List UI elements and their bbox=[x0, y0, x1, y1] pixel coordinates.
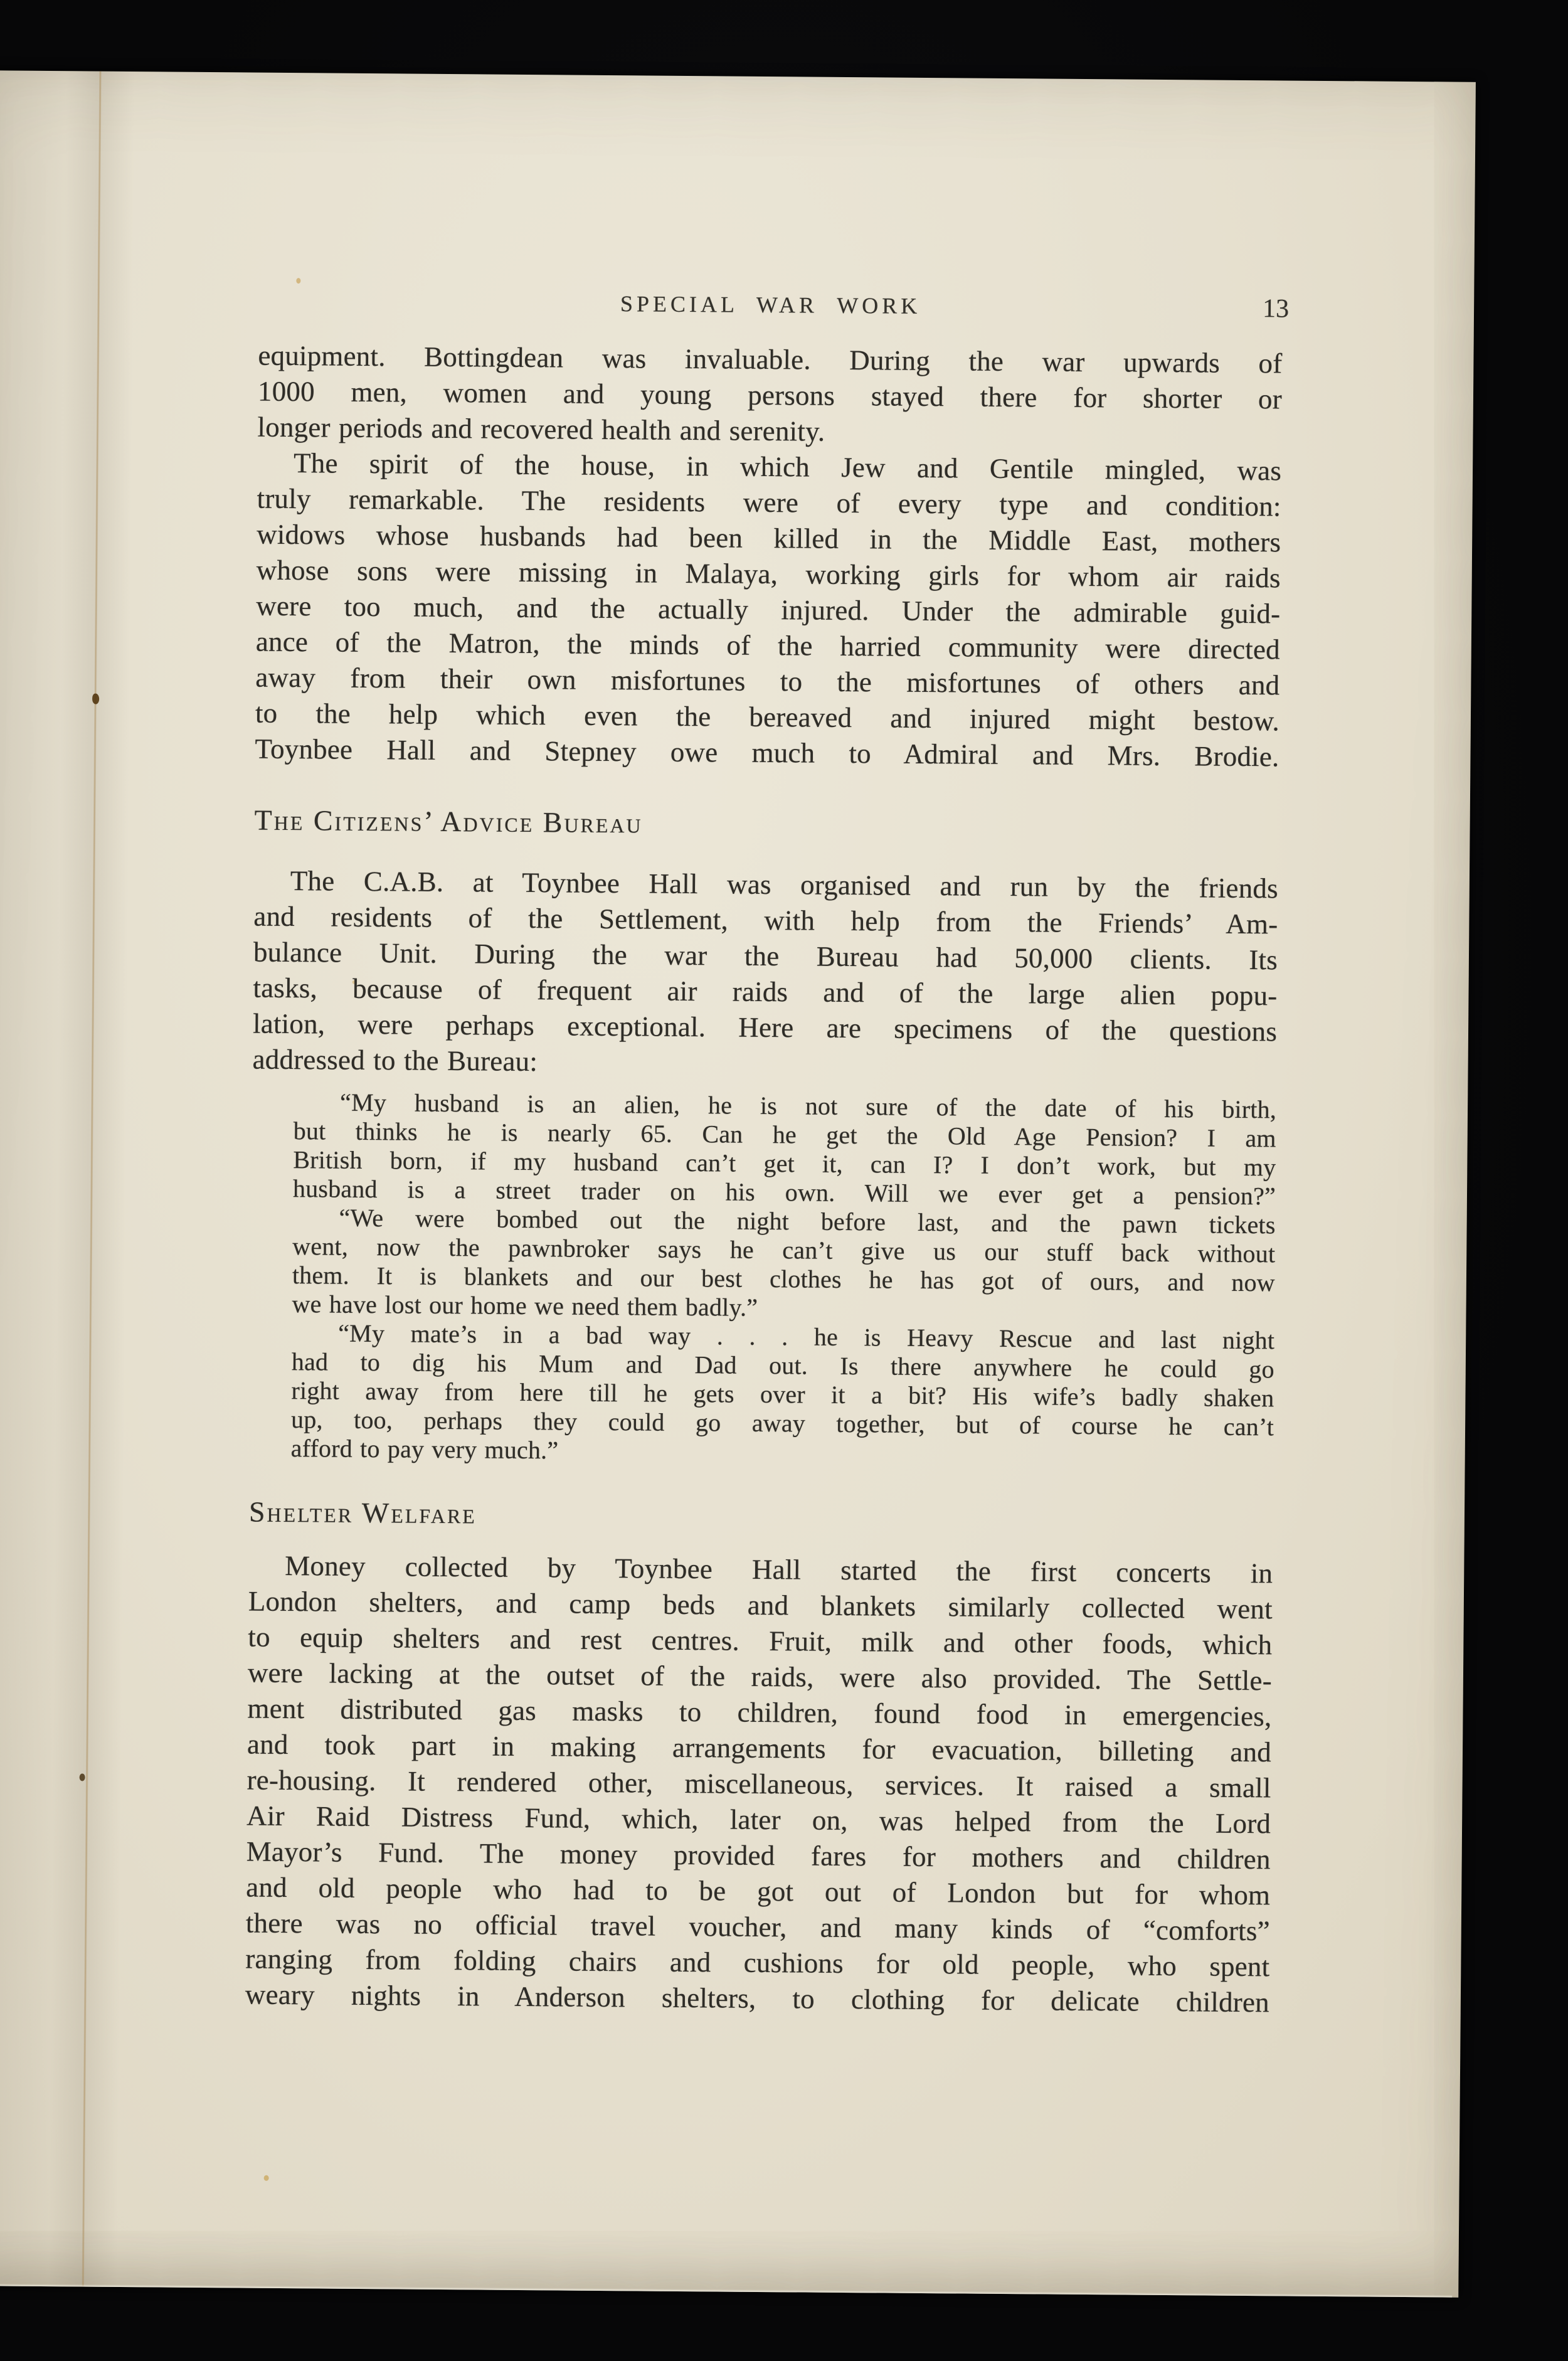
text-line: equipment. Bottingdean was invaluable. During the war upwards of bbox=[258, 339, 1283, 379]
running-header-title: SPECIAL WAR WORK bbox=[620, 291, 921, 319]
paper-speck bbox=[264, 2175, 269, 2181]
text-line: right away from here till he gets over it a bit? His wife’s badly shaken bbox=[291, 1376, 1274, 1413]
paper-speck bbox=[92, 694, 99, 704]
text-line: addressed to the Bureau: bbox=[252, 1043, 538, 1078]
text-line: truly remarkable. The residents were of every type and condition: bbox=[257, 482, 1281, 523]
text-line: “We were bombed out the night before last, and the pawn tickets bbox=[339, 1203, 1276, 1239]
text-line: to equip shelters and rest centres. Fruit, milk and other foods, which bbox=[248, 1621, 1273, 1661]
quote-paragraph bbox=[252, 1088, 1276, 1211]
quote-paragraph bbox=[250, 1318, 1275, 1471]
text-line: whose sons were missing in Malaya, working girls for whom air raids bbox=[256, 554, 1281, 594]
text-line: and residents of the Settlement, with help from the Friends’ Am- bbox=[253, 900, 1278, 940]
text-line: there was no official travel voucher, and many kinds of “comforts” bbox=[245, 1907, 1270, 1947]
text-line: “My husband is an alien, he is not sure of the date of his birth, bbox=[339, 1088, 1277, 1124]
text-line: ranging from folding chairs and cushions for old people, who spent bbox=[245, 1943, 1270, 1983]
gutter-shadow bbox=[0, 70, 179, 2287]
section-heading: The Citizens’ Advice Bureau bbox=[254, 804, 643, 839]
text-line: were too much, and the actually injured. Under the admirable guid- bbox=[256, 590, 1281, 630]
text-line: London shelters, and camp beds and blankets similarly collected went bbox=[248, 1585, 1273, 1625]
text-line: Mayor’s Fund. The money provided fares for mothers and children bbox=[246, 1835, 1271, 1876]
quote-paragraph bbox=[250, 1203, 1275, 1327]
text-line: 1000 men, women and young persons stayed there for shorter or bbox=[257, 375, 1283, 415]
text-line: to the help which even the bereaved and injured might bestow. bbox=[255, 697, 1280, 737]
text-line: lation, were perhaps exceptional. Here are specimens of the questions bbox=[252, 1007, 1278, 1048]
text-line: The C.A.B. at Toynbee Hall was organised and run by the friends bbox=[290, 865, 1279, 905]
book-page bbox=[0, 70, 1476, 2298]
page-fold-crease bbox=[82, 72, 102, 2287]
text-line: weary nights in Anderson shelters, to clothing for delicate children bbox=[245, 1978, 1270, 2019]
text-line: longer periods and recovered health and serenity. bbox=[257, 411, 825, 447]
text-line: and took part in making arrangements for evacuation, billeting and bbox=[246, 1728, 1272, 1768]
paragraph bbox=[245, 1548, 1273, 2021]
text-line: away from their own misfortunes to the misfortunes of others and bbox=[255, 661, 1280, 701]
text-line: Toynbee Hall and Stepney owe much to Admiral and Mrs. Brodie. bbox=[255, 733, 1279, 773]
text-line: re-housing. It rendered other, miscellaneous, services. It raised a small bbox=[246, 1764, 1271, 1804]
text-line: British born, if my husband can’t get it, can I? I don’t work, but my bbox=[293, 1145, 1276, 1182]
text-line: ment distributed gas masks to children, found food in emergencies, bbox=[247, 1692, 1272, 1732]
text-line: Air Raid Distress Fund, which, later on, was helped from the Lord bbox=[246, 1800, 1271, 1840]
text-column bbox=[245, 338, 1283, 2021]
text-line: afford to pay very much.” bbox=[290, 1434, 559, 1465]
text-line: “My mate’s in a bad way . . . he is Heavy Rescue and last night bbox=[338, 1318, 1275, 1355]
text-line: had to dig his Mum and Dad out. Is there anywhere he could go bbox=[291, 1347, 1274, 1384]
text-line: and old people who had to be got out of London but for whom bbox=[246, 1871, 1271, 1911]
text-line: ance of the Matron, the minds of the harried community were directed bbox=[255, 625, 1281, 666]
paragraph bbox=[255, 445, 1281, 775]
text-line: we have lost our home we need them badly.” bbox=[292, 1290, 758, 1322]
text-line: The spirit of the house, in which Jew and Gentile mingled, was bbox=[293, 447, 1282, 487]
text-line: widows whose husbands had been killed in the Middle East, mothers bbox=[257, 518, 1281, 558]
text-line: Money collected by Toynbee Hall started the first concerts in bbox=[285, 1549, 1273, 1589]
text-line: went, now the pawnbroker says he can’t give us our stuff back without bbox=[292, 1232, 1276, 1268]
text-line: but thinks he is nearly 65. Can he get the Old Age Pension? I am bbox=[293, 1117, 1276, 1153]
text-line: were lacking at the outset of the raids, were also provided. The Settle- bbox=[247, 1657, 1273, 1697]
text-line: husband is a street trader on his own. Will we ever get a pension?” bbox=[292, 1174, 1276, 1211]
text-line: up, too, perhaps they could go away together, but of course he can’t bbox=[290, 1405, 1274, 1441]
running-header bbox=[258, 284, 1290, 327]
paper-speck bbox=[296, 278, 300, 284]
paper-speck bbox=[80, 1773, 85, 1781]
text-line: tasks, because of frequent air raids and of the large alien popu- bbox=[253, 972, 1278, 1012]
page-number: 13 bbox=[1262, 294, 1290, 324]
paragraph bbox=[257, 338, 1282, 454]
text-line: them. It is blankets and our best clothes he has got of ours, and now bbox=[292, 1261, 1276, 1297]
section-heading: Shelter Welfare bbox=[248, 1495, 477, 1530]
text-line: bulance Unit. During the war the Bureau had 50,000 clients. Its bbox=[253, 936, 1278, 976]
paragraph bbox=[252, 863, 1278, 1086]
